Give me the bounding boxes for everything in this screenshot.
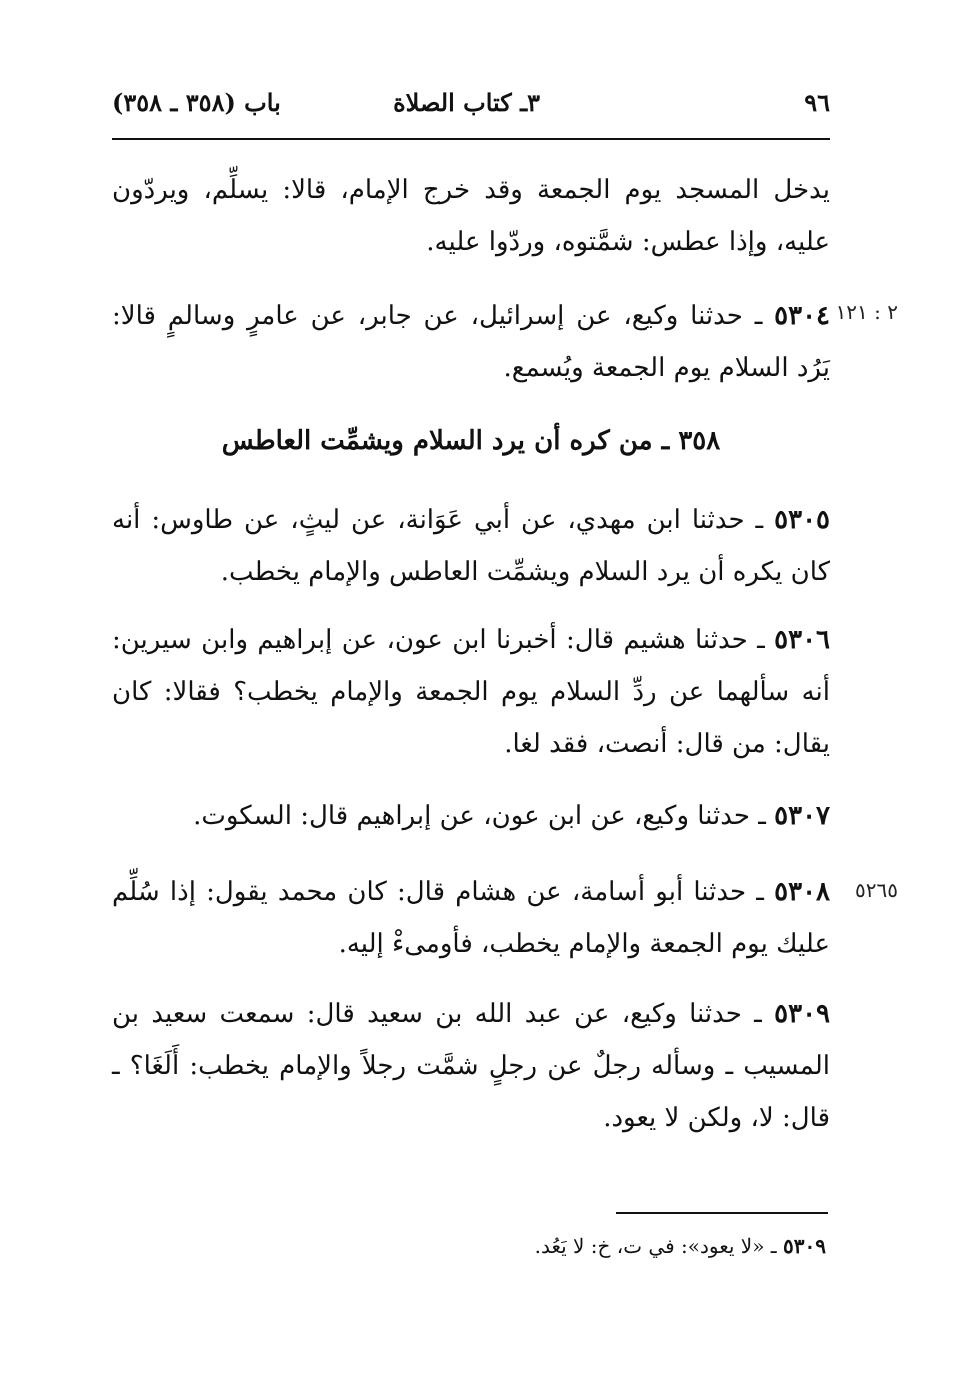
hadith-number: ٥٣٠٧ [774, 801, 830, 831]
paragraph-text: ـ حدثنا وكيع، عن عبد الله بن سعيد قال: سمعت سعيد بن المسيب ـ وسأله رجلٌ عن رجلٍ شمَّت رجلاً والإمام يخطب: أَلَغَا؟ ـ قال: لا، ولكن لا يعود. [112, 999, 830, 1133]
paragraph-text: ـ حدثنا أبو أسامة، عن هشام قال: كان محمد يقول: إذا سُلِّم عليك يوم الجمعة والإمام يخطب، فأومىءْ إليه. [112, 877, 830, 959]
hadith-number: ٥٣٠٥ [774, 505, 830, 535]
margin-reference: ٢ : ١٢١ [835, 300, 898, 324]
paragraph-text: ـ حدثنا وكيع، عن إسرائيل، عن جابر، عن عامرٍ وسالمٍ قالا: يَرُد السلام يوم الجمعة ويُسمع. [112, 301, 830, 383]
footnote-divider [616, 1212, 828, 1214]
page-header [112, 88, 830, 128]
paragraph-text: ـ حدثنا ابن مهدي، عن أبي عَوَانة، عن ليثٍ، عن طاوس: أنه كان يكره أن يرد السلام ويشمِّت العاطس والإمام يخطب. [112, 505, 830, 587]
paragraph-5309 [112, 988, 830, 1144]
chapter-range: باب (٣٥٨ ـ ٣٥٨) [112, 88, 281, 117]
hadith-number: ٥٣٠٤ [774, 301, 830, 331]
hadith-number: ٥٣٠٩ [774, 999, 830, 1029]
footnote [400, 1234, 826, 1258]
paragraph-continuation [112, 164, 830, 268]
book-title: ٣ـ كتاب الصلاة [393, 88, 540, 117]
margin-reference: ٥٢٦٥ [855, 878, 898, 902]
paragraph-text: ـ حدثنا وكيع، عن ابن عون، عن إبراهيم قال: السكوت. [193, 801, 775, 831]
paragraph-5304 [112, 290, 830, 394]
hadith-number: ٥٣٠٨ [774, 877, 830, 907]
paragraph-5306 [112, 614, 830, 770]
paragraph-5305 [112, 494, 830, 598]
footnote-text: ـ «لا يعود»: في ت، خ: لا يَعُد. [534, 1234, 784, 1258]
paragraph-text: يدخل المسجد يوم الجمعة وقد خرج الإمام، قالا: يسلِّم، ويردّون عليه، وإذا عطس: شمَّتوه، وردّوا عليه. [112, 175, 830, 257]
hadith-number: ٥٣٠٦ [774, 625, 830, 655]
chapter-heading: ٣٥٨ ـ من كره أن يرد السلام ويشمِّت العاطس [221, 426, 721, 456]
header-divider [112, 138, 830, 140]
paragraph-5308 [112, 866, 830, 970]
paragraph-text: ـ حدثنا هشيم قال: أخبرنا ابن عون، عن إبراهيم وابن سيرين: أنه سألهما عن ردِّ السلام يوم الجمعة والإمام يخطب؟ فقالا: كان يقال: من قال: أنصت، فقد لغا. [112, 625, 830, 759]
paragraph-5307 [112, 790, 830, 842]
footnote-number: ٥٣٠٩ [783, 1234, 826, 1258]
page-number: ٩٦ [804, 88, 830, 117]
